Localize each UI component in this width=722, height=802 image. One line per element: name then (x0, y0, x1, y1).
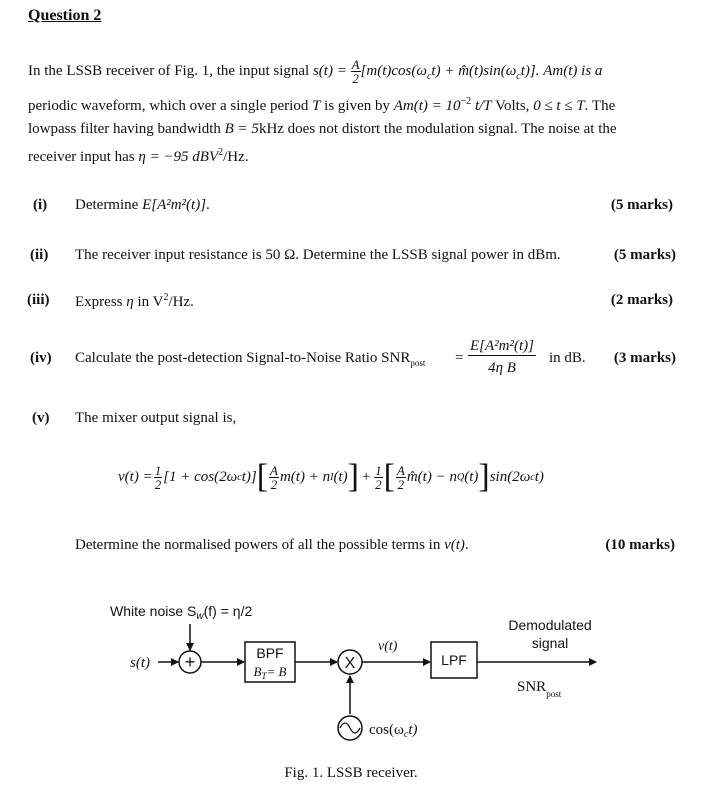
mixer-x: X (344, 655, 356, 672)
vt-label: v(t) (378, 639, 398, 654)
demod-label-line2: signal (531, 635, 569, 651)
summer-plus: + (184, 652, 196, 672)
part-ii-number: (ii) (30, 247, 49, 263)
intro-text-b: Am(t) is a (543, 62, 603, 79)
part-iv-text: Calculate the post-detection Signal-to-Noise Ratio $SNR_{post}$ (75, 350, 426, 368)
input-signal-label: s(t) (130, 655, 150, 671)
noise-label: White noise $S_w(f) = \eta/2$ (110, 603, 253, 622)
part-iv-marks: (3 marks) (613, 350, 676, 366)
part-iv-eq-sign: = (455, 350, 464, 366)
intro-text: In the LSSB receiver of Fig. 1, the input signal (28, 62, 310, 79)
intro-line-3: lowpass filter having bandwidth B = 5kHz does not distort the modulation signal. The noise at the (28, 121, 617, 137)
oscillator-label: $\cos(\omega_ct)$ (369, 722, 418, 740)
part-iii-marks: (2 marks) (610, 292, 673, 308)
part-iii-text: Express η in $V^2/Hz$. (75, 292, 194, 310)
part-i-text: Determine E[A²m²(t)]. (75, 197, 210, 213)
bpf-bandwidth: $B_T= B$ (253, 664, 287, 681)
intro-line-1: In the LSSB receiver of Fig. 1, the input signal s(t) = $\frac{A}{2}$ [$m(t)\cos(\omega_ct)$ + $m̂(t)\sin(\omega_ct)$]. Am(t) is a (28, 57, 603, 86)
part-ii-text: The receiver input resistance is 50 Ω. Determine the LSSB signal power in dBm. (75, 247, 561, 263)
part-v-text-b: Determine the normalised powers of all the possible terms in v(t). (75, 537, 469, 553)
bpf-label: BPF (256, 645, 284, 661)
sine-wave-icon (340, 723, 360, 733)
snr-post-label: $SNR_{post}$ (517, 679, 562, 699)
part-i-marks: (5 marks) (610, 197, 673, 213)
figure-caption: Fig. 1. LSSB receiver. (284, 765, 418, 781)
part-iv-text-b: in dB. (549, 350, 586, 366)
question-title: Question 2 (28, 7, 102, 24)
signal-eq-lhs: s(t) = (312, 62, 347, 79)
mixer-equation: v(t) = $\frac{1}{2}$ [1 + cos(2ω c t)] [ $\frac{A}{2}$ m(t) + n I (t) ] + $\frac{1}{2}$ [ $\frac{A}{2}$ m̂(t) − n Q (t) ] sin(2ω c t) (118, 458, 544, 495)
lpf-label: LPF (441, 652, 467, 668)
part-iv-number: (iv) (30, 350, 52, 366)
signal-eq-rhs: [m(t)cos(ω (360, 62, 427, 79)
intro-line-2: periodic waveform, which over a single period T is given by $Am(t) = 10^{-2}$ t/T Volts, 0 ≤ t ≤ T. The (28, 96, 616, 114)
snr-fraction: E[A²m²(t)] 4η B (470, 338, 534, 376)
signal-eq-frac: $\frac{A}{2}$ (351, 57, 360, 86)
part-iii-number: (iii) (27, 292, 50, 308)
part-v-number: (v) (32, 410, 50, 426)
lssb-receiver-diagram (0, 590, 722, 802)
part-v-marks: (10 marks) (605, 537, 675, 553)
intro-line-4: receiver input has η = −95 dBV$^2$/Hz. (28, 147, 249, 165)
part-v-text: The mixer output signal is, (75, 410, 237, 426)
part-ii-marks: (5 marks) (613, 247, 676, 263)
demod-label-line1: Demodulated (508, 617, 592, 633)
part-i-number: (i) (33, 197, 48, 213)
